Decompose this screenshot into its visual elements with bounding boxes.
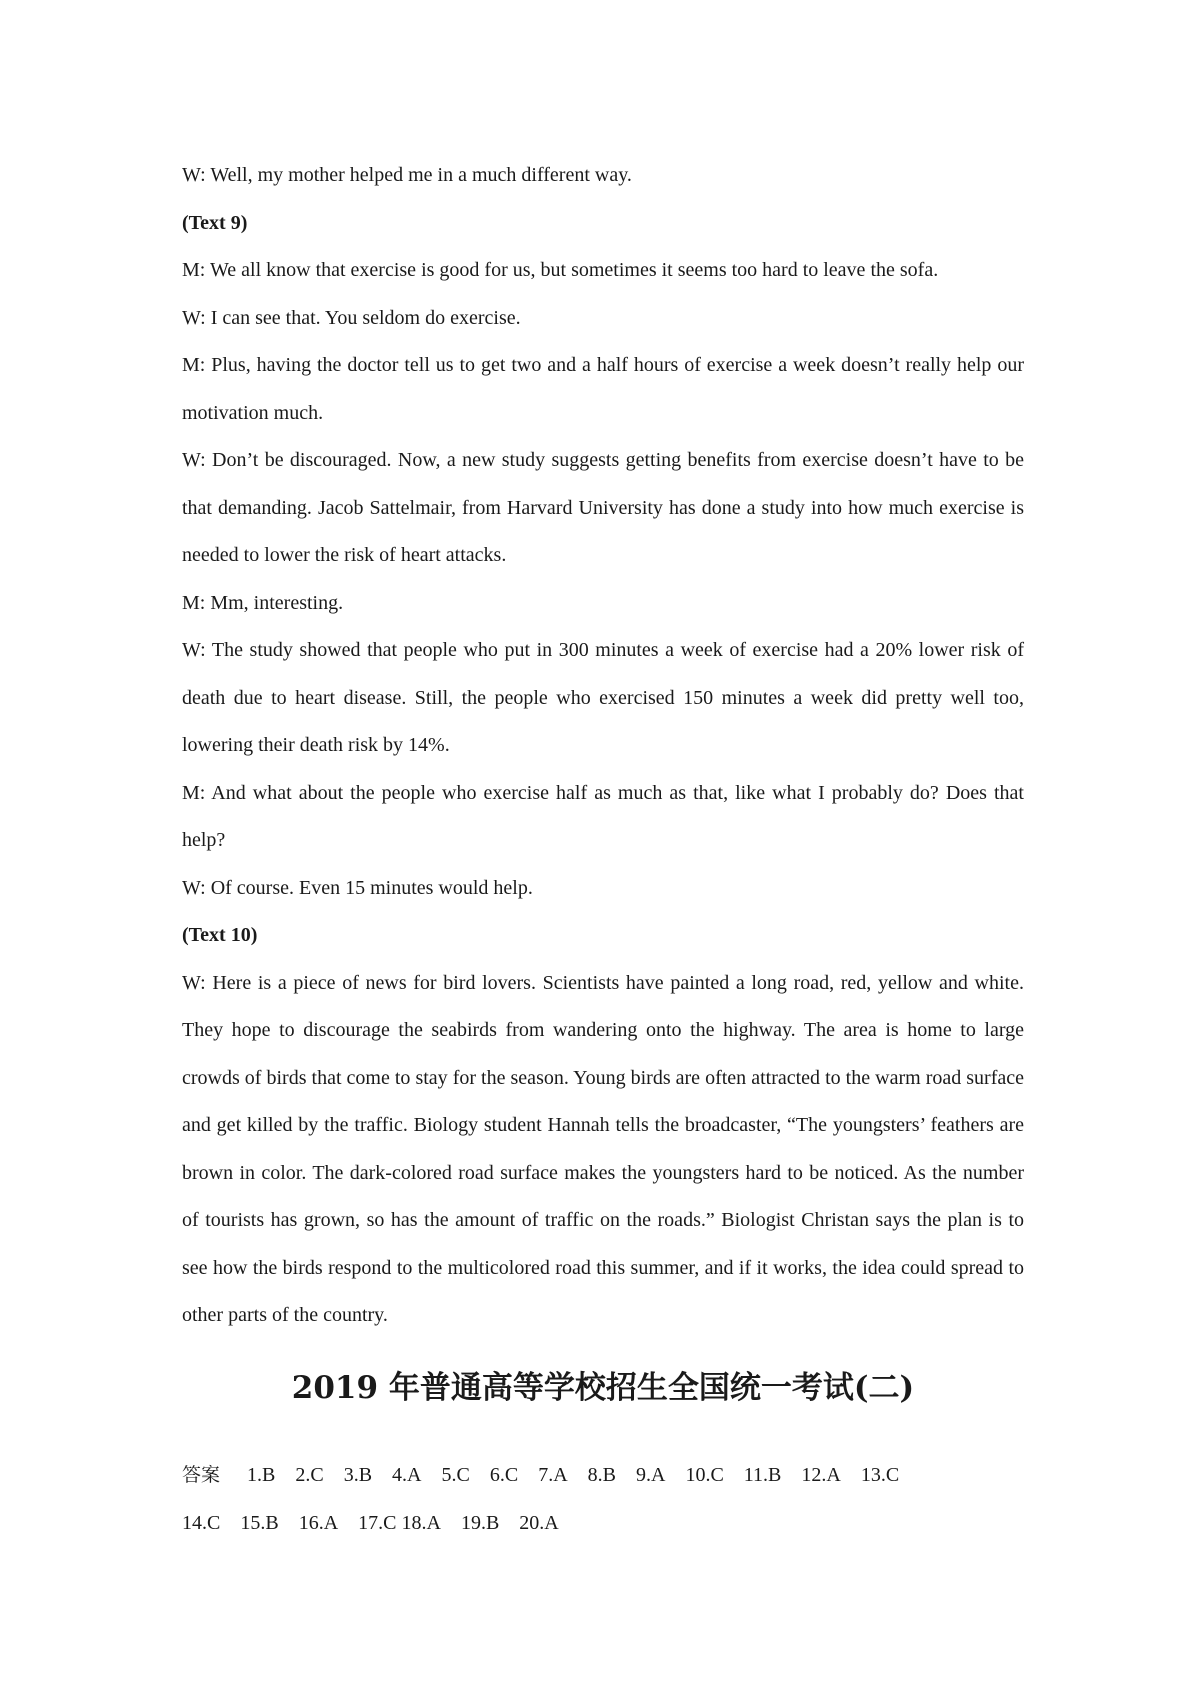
dialogue-paragraph: M: Plus, having the doctor tell us to get two and a half hours of exercise a week doesn’t really help our motivation much. [182,354,1024,424]
section-heading: (Text 10) [182,924,258,946]
answer-item: 4.A [392,1464,422,1486]
dialogue-paragraph: W: Don’t be discouraged. Now, a new study suggests getting benefits from exercise doesn’t have to be that demanding. Jacob Sattelmair, from Harvard University has done a study into how much exercise is needed to lower the risk of heart attacks. [182,449,1024,566]
listening-transcript [182,152,1024,1340]
answer-item: 5.C [441,1464,470,1486]
section-heading: (Text 9) [182,211,248,234]
answer-item: 20.A [519,1511,559,1534]
answer-item: 7.A [538,1464,568,1486]
exam-title: 2019 年普通高等学校招生全国统一考试(二) [291,1370,915,1406]
answer-item: 9.A [635,1464,666,1486]
answer-item: 6.C [489,1464,519,1486]
answer-item: 10.C [685,1464,724,1486]
answer-label: 答案 [182,1464,221,1486]
answer-item: 14.C [182,1511,221,1534]
dialogue-paragraph: W: Of course. Even 15 minutes would help. [182,876,533,899]
answer-item: 11.B [743,1464,782,1486]
dialogue-paragraph: W: The study showed that people who put in 300 minutes a week of exercise had a 20% lower risk of death due to heart disease. Still, the people who exercised 150 minutes a week did pretty well too, lowering their death risk by 14%. [182,639,1024,756]
answer-item: 17.C 18.A [358,1511,441,1534]
dialogue-paragraph: W: I can see that. You seldom do exercise. [182,306,521,329]
answer-item: 8.B [587,1464,616,1486]
answer-key [182,1452,1024,1547]
answer-row-1 [182,1452,1024,1500]
dialogue-paragraph: M: We all know that exercise is good for us, but sometimes it seems too hard to leave the sofa. [182,259,939,281]
answer-item: 1.B [247,1464,276,1486]
dialogue-paragraph: W: Well, my mother helped me in a much different way. [182,164,632,186]
dialogue-paragraph: M: And what about the people who exercise half as much as that, like what I probably do? Does that help? [182,781,1024,851]
answer-item: 3.B [343,1464,373,1486]
answer-item: 15.B [240,1511,279,1534]
dialogue-paragraph: W: Here is a piece of news for bird lovers. Scientists have painted a long road, red, yellow and white. They hope to discourage the seabirds from wandering onto the highway. The area is home to large crowds of birds that come to stay for the season. Young birds are often attracted to the warm road surface and get killed by the traffic. Biology student Hannah tells the broadcaster, “The youngsters’ feathers are brown in color. The dark-colored road surface makes the youngsters hard to be noticed. As the number of tourists has grown, so has the amount of traffic on the roads.” Biologist Christan says the plan is to see how the birds respond to the multicolored road this summer, and if it works, the idea could spread to other parts of the country. [182,971,1024,1326]
answer-item: 16.A [298,1511,339,1534]
answer-item: 13.C [860,1464,900,1486]
answer-row-2 [182,1500,1024,1548]
answer-item: 2.C [295,1464,324,1486]
answer-item: 19.B [460,1511,500,1534]
answer-item: 12.A [801,1464,841,1486]
dialogue-paragraph: M: Mm, interesting. [182,591,344,614]
